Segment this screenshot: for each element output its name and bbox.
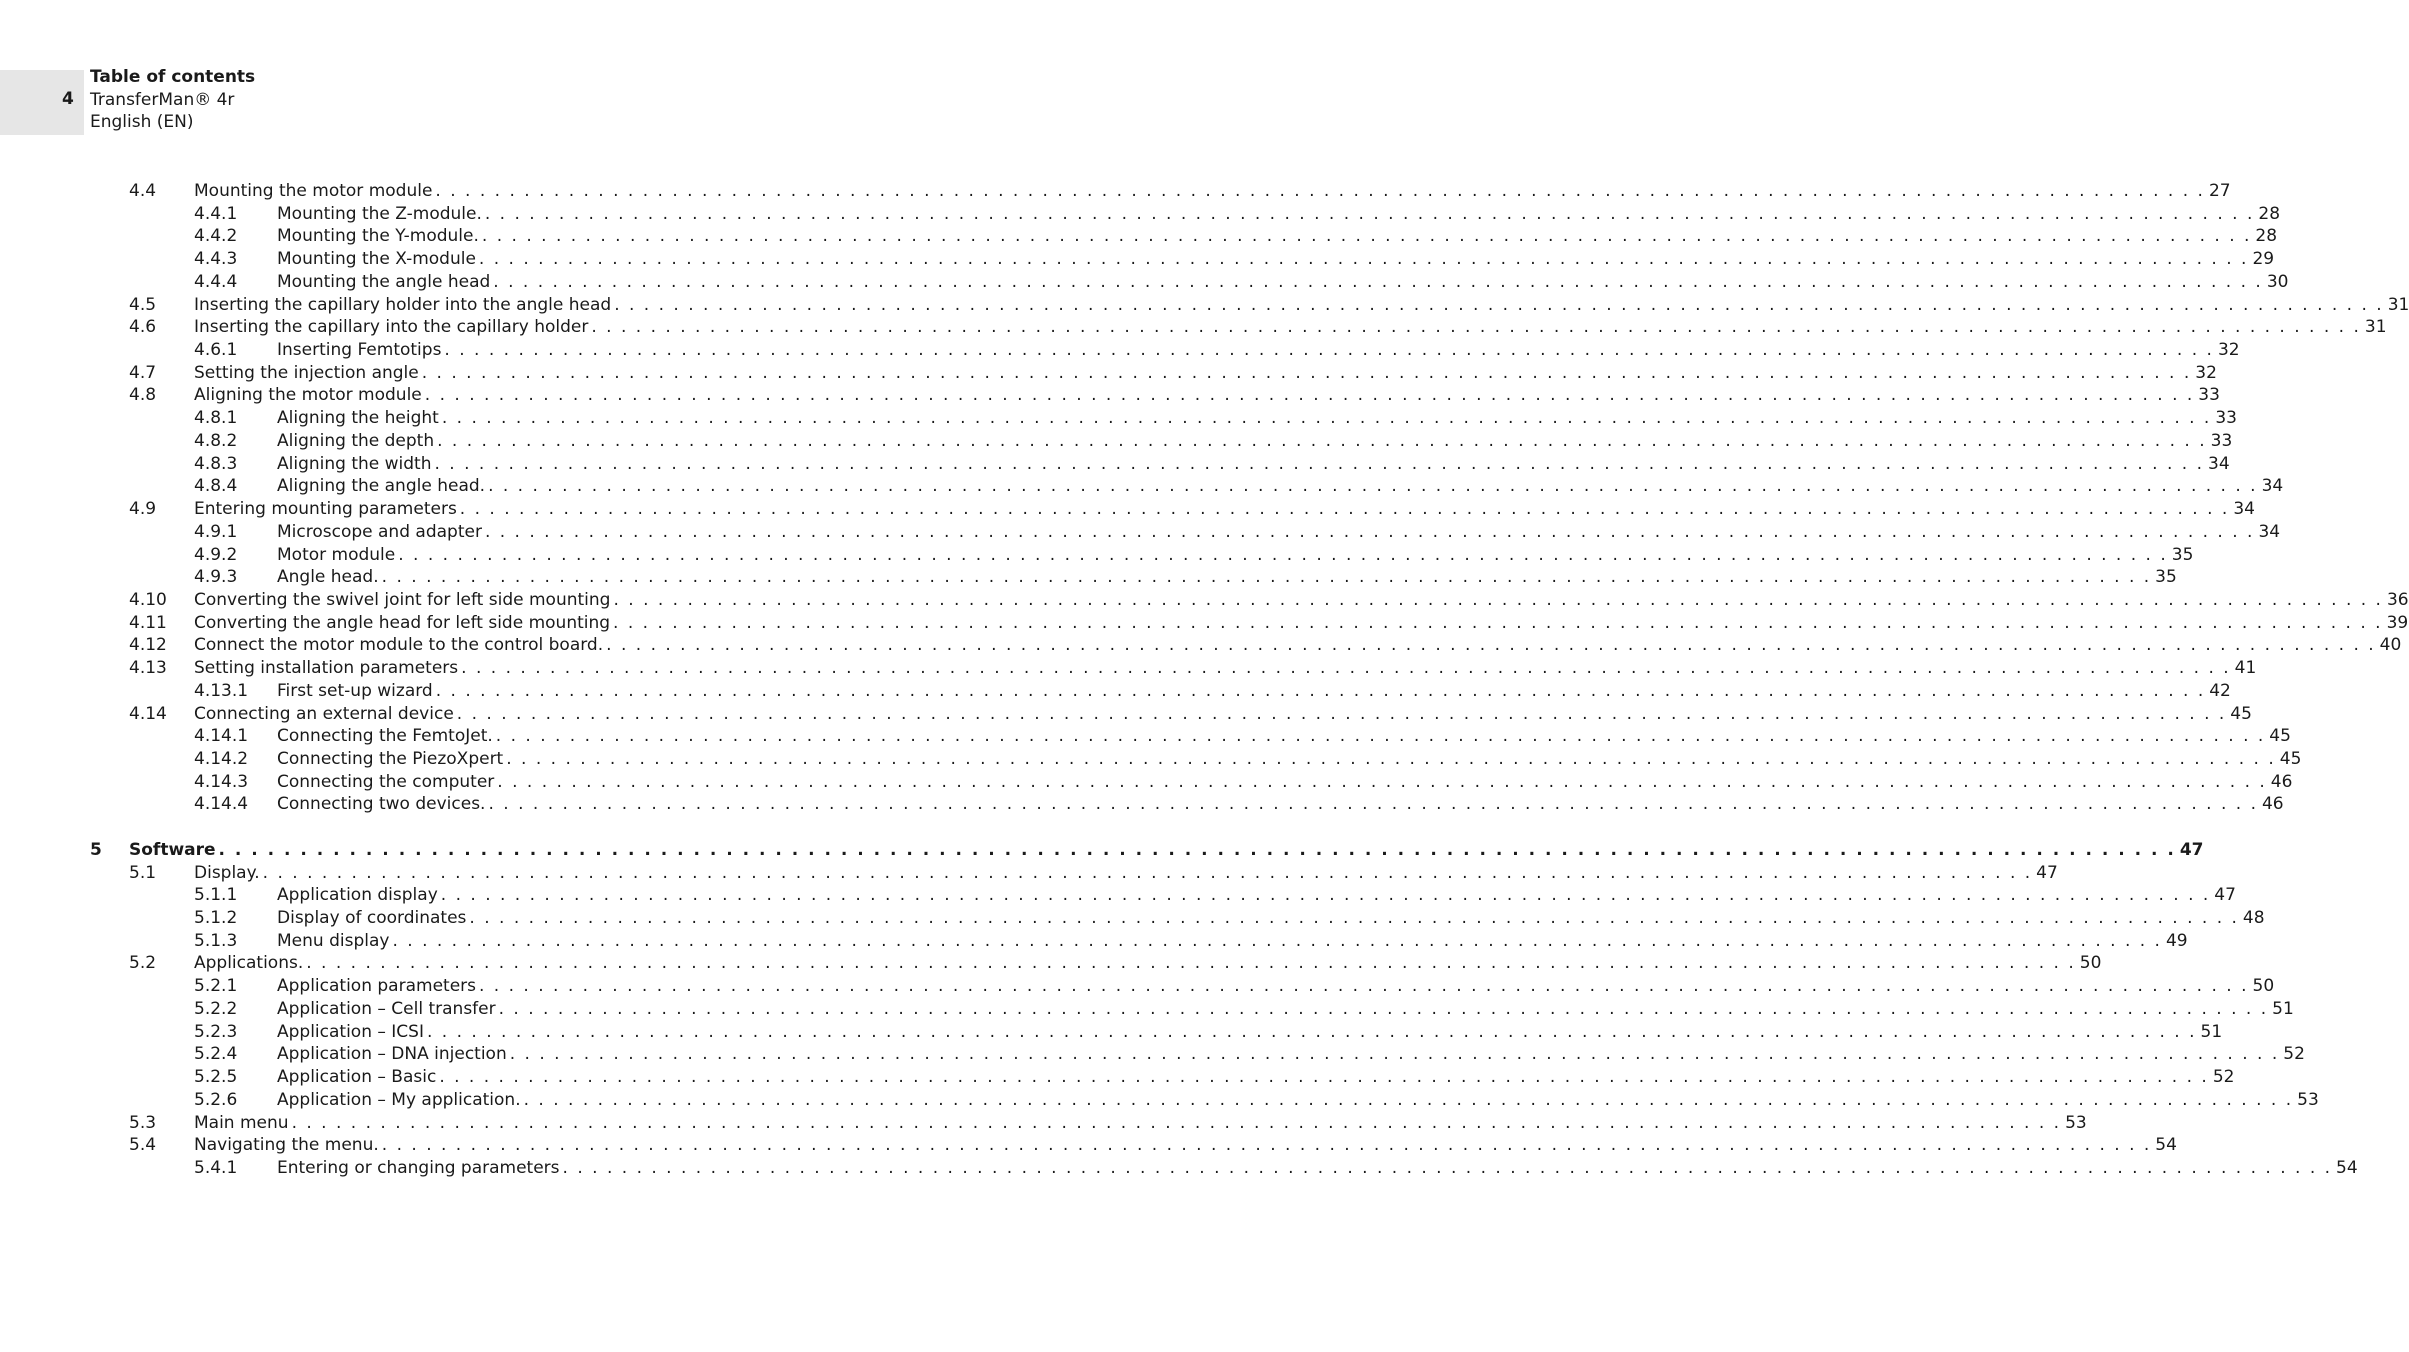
dot-leader: . . . . . . . . . . . . . . . . . . . . . . . . . . . . . . . . . . . . . . . . . . . . . . . . . . . . . . . . . . . . . . . . . . . . . . . . . . . . . . . . . . . . . . . . . . . . . . . . . . . . . . . . . . . . . . . . . . . . . . . . [381,1135,2152,1156]
dot-leader: . . . . . . . . . . . . . . . . . . . . . . . . . . . . . . . . . . . . . . . . . . . . . . . . . . . . . . . . . . . . . . . . . . . . . . . . . . . . . . . . . . . . . . . . . . . . . . . . . . . . . . . . . . . . . . . . . . . . . . . . [591,317,2361,338]
toc-entry[interactable] [129,634,2402,657]
toc-entry[interactable] [129,589,2409,612]
toc-entry-number: 5.1 [129,862,157,883]
toc-entry-number: 5.2.3 [194,1021,238,1042]
toc-entry[interactable] [129,1112,2087,1135]
toc-entry-title: Aligning the width [277,453,432,474]
toc-entry-title: Connecting the computer [277,771,495,792]
dot-leader: . . . . . . . . . . . . . . . . . . . . . . . . . . . . . . . . . . . . . . . . . . . . . . . . . . . . . . . . . . . . . . . . . . . . . . . . . . . . . . . . . . . . . . . . . . . . . . . . . . . . . . . . . . . . . . . . . . . . . . . . [426,1021,2197,1042]
dot-leader: . . . . . . . . . . . . . . . . . . . . . . . . . . . . . . . . . . . . . . . . . . . . . . . . . . . . . . . . . . . . . . . . . . . . . . . . . . . . . . . . . . . . . . . . . . . . . . . . . . . . . . . . . . . . . . . . . . . . . . . . [459,499,2230,520]
dot-leader: . . . . . . . . . . . . . . . . . . . . . . . . . . . . . . . . . . . . . . . . . . . . . . . . . . . . . . . . . . . . . . . . . . . . . . . . . . . . . . . . . . . . . . . . . . . . . . . . . . . . . . . . . . . . . . . . . . . . . . . . [488,476,2258,497]
header-product: TransferMan® 4r [90,89,235,110]
toc-entry[interactable] [194,339,2240,362]
toc-entry-page: 50 [2252,976,2275,997]
toc-entry[interactable] [194,975,2275,998]
toc-entry-page: 47 [2036,862,2058,883]
toc-entry-number: 4.14 [129,703,167,724]
toc-entry-number: 5.2.5 [194,1067,238,1088]
dot-leader: . . . . . . . . . . . . . . . . . . . . . . . . . . . . . . . . . . . . . . . . . . . . . . . . . . . . . . . . . . . . . . . . . . . . . . . . . . . . . . . . . . . . . . . . . . . . . . . . . . . . . . . . . . . . . . . . . . . . . . . . [478,249,2249,270]
header-title: Table of contents [90,67,256,87]
toc-entry-number: 4.5 [129,294,157,315]
toc-entry-number: 4.13 [129,658,167,679]
toc-entry-number: 4.11 [129,612,167,633]
toc-entry-number: 5.2.4 [194,1044,238,1065]
toc-entry[interactable] [129,862,2058,885]
dot-leader: . . . . . . . . . . . . . . . . . . . . . . . . . . . . . . . . . . . . . . . . . . . . . . . . . . . . . . . . . . . . . . . . . . . . . . . . . . . . . . . . . . . . . . . . . . . . . . . . . . . . . . . . . . . . . . . . . . . . . . . . [306,953,2076,974]
toc-entry-number: 4.14.4 [194,794,249,815]
toc-entry-page: 48 [2242,908,2265,929]
toc-entry-title: Converting the swivel joint for left side mounting [194,589,611,610]
toc-entry-number: 4.9.2 [194,544,238,565]
toc-entry-number: 4.14.2 [194,749,249,769]
dot-leader: . . . . . . . . . . . . . . . . . . . . . . . . . . . . . . . . . . . . . . . . . . . . . . . . . . . . . . . . . . . . . . . . . . . . . . . . . . . . . . . . . . . . . . . . . . . . . . . . . . . . . . . . . . . . . . . . . . . . . . . . [506,749,2276,769]
toc-entry[interactable] [194,430,2233,453]
dot-leader: . . . . . . . . . . . . . . . . . . . . . . . . . . . . . . . . . . . . . . . . . . . . . . . . . . . . . . . . . . . . . . . . . . . . . . . . . . . . . . . . . . . . . . . . . . . . . . . . . . . . . . . . . . . . . . . . . . . . . . . . [614,294,2384,315]
toc-entry-number: 4.9 [129,499,157,520]
dot-leader: . . . . . . . . . . . . . . . . . . . . . . . . . . . . . . . . . . . . . . . . . . . . . . . . . . . . . . . . . . . . . . . . . . . . . . . . . . . . . . . . . . . . . . . . . . . . . . . . . . . . . . . . . . . . . . . . . . . . . . . . [435,680,2206,701]
toc-entry-page: 39 [2386,612,2409,633]
toc-entry-page: 33 [2210,430,2233,451]
toc-entry[interactable] [129,180,2231,203]
dot-leader: . . . . . . . . . . . . . . . . . . . . . . . . . . . . . . . . . . . . . . . . . . . . . . . . . . . . . . . . . . . . . . . . . . . . . . . . . . . . . . . . . . . . . . . . . . . . . . . . . . . . . . . . . . . . . . . . . . . . . . . . [495,726,2266,747]
toc-entry-number: 5.1.1 [194,885,238,906]
toc-entry-title: Entering or changing parameters [277,1157,560,1178]
dot-leader: . . . . . . . . . . . . . . . . . . . . . . . . . . . . . . . . . . . . . . . . . . . . . . . . . . . . . . . . . . . . . . . . . . . . . . . . . . . . . . . . . . . . . . . . . . . . . . . . . . . . . . . . . . . . . . . . . . . . . . . . [424,385,2195,406]
dot-leader: . . . . . . . . . . . . . . . . . . . . . . . . . . . . . . . . . . . . . . . . . . . . . . . . . . . . . . . . . . . . . . . . . . . . . . . . . . . . . . . . . . . . . . . . . . . . . . . . . . . . . . . . . . . . . . . . . . . . . . . . [291,1112,2062,1133]
toc-entry[interactable] [129,384,2220,407]
toc-entry[interactable] [194,1157,2358,1180]
toc-entry-title: Connect the motor module to the control board. [194,635,604,656]
dot-leader: . . . . . . . . . . . . . . . . . . . . . . . . . . . . . . . . . . . . . . . . . . . . . . . . . . . . . . . . . . . . . . . . . . . . . . . . . . . . . . . . . . . . . . . . . . . . . . . . . . . . . . . . . . . . . . . . . . . . . . . . [484,203,2255,224]
toc-entry-number: 4.7 [129,362,157,383]
toc-entry-title: Applications. [194,953,304,974]
dot-leader: . . . . . . . . . . . . . . . . . . . . . . . . . . . . . . . . . . . . . . . . . . . . . . . . . . . . . . . . . . . . . . . . . . . . . . . . . . . . . . . . . . . . . . . . . . . . . . . . . . . . . . . . . . . . . . . . . . . . . . . . [444,340,2214,361]
dot-leader: . . . . . . . . . . . . . . . . . . . . . . . . . . . . . . . . . . . . . . . . . . . . . . . . . . . . . . . . . . . . . . . . . . . . . . . . . . . . . . . . . . . . . . . . . . . . . . . . . . . . . . . . . . . . . . . . . . . . . . . . [497,771,2267,792]
toc-entry-page: 33 [2198,385,2220,406]
toc-entry-page: 47 [2214,885,2236,906]
toc-entry-title: Mounting the Z-module. [277,203,482,224]
toc-entry-title: First set-up wizard [277,680,433,701]
toc-entry-page: 50 [2079,953,2102,974]
toc-entry[interactable] [194,1066,2235,1089]
toc-entry-number: 4.4 [129,181,157,201]
dot-leader: . . . . . . . . . . . . . . . . . . . . . . . . . . . . . . . . . . . . . . . . . . . . . . . . . . . . . . . . . . . . . . . . . . . . . . . . . . . . . . . . . . . . . . . . . . . . . . . . . . . . . . . . . . . . . . . . . . . . . . . . [440,885,2211,906]
toc-entry-number: 4.10 [129,589,167,610]
toc-entry-number: 4.8.2 [194,430,238,451]
toc-entry-page: 28 [2258,203,2281,224]
toc-entry-title: Application – My application. [277,1089,521,1110]
toc-entry-page: 27 [2208,181,2231,201]
toc-entry-number: 5.4 [129,1135,157,1156]
toc-entry-page: 29 [2252,249,2275,270]
toc-entry-number: 4.4.1 [194,203,238,224]
toc-entry-page: 46 [2261,794,2284,815]
dot-leader: . . . . . . . . . . . . . . . . . . . . . . . . . . . . . . . . . . . . . . . . . . . . . . . . . . . . . . . . . . . . . . . . . . . . . . . . . . . . . . . . . . . . . . . . . . . . . . . . . . . . . . . . . . . . . . . . . . . . . . . . [488,794,2258,815]
toc-entry-title: Connecting an external device [194,703,454,724]
toc-entry-page: 33 [2215,408,2237,429]
dot-leader: . . . . . . . . . . . . . . . . . . . . . . . . . . . . . . . . . . . . . . . . . . . . . . . . . . . . . . . . . . . . . . . . . . . . . . . . . . . . . . . . . . . . . . . . . . . . . . . . . . . . . . . . . . . . . . . . . . . . . . . . [435,181,2205,201]
toc-entry-number: 4.14.3 [194,771,249,792]
toc-entry[interactable] [194,930,2188,953]
toc-entry-page: 31 [2364,317,2387,338]
toc-entry-page: 45 [2230,703,2252,724]
dot-leader: . . . . . . . . . . . . . . . . . . . . . . . . . . . . . . . . . . . . . . . . . . . . . . . . . . . . . . . . . . . . . . . . . . . . . . . . . . . . . . . . . . . . . . . . . . . . . . . . . . . . . . . . . . . . . . . . . . . . . . . . [218,839,2176,860]
toc-entry-number: 5.3 [129,1112,157,1133]
dot-leader: . . . . . . . . . . . . . . . . . . . . . . . . . . . . . . . . . . . . . . . . . . . . . . . . . . . . . . . . . . . . . . . . . . . . . . . . . . . . . . . . . . . . . . . . . . . . . . . . . . . . . . . . . . . . . . . . . . . . . . . . [461,658,2231,679]
toc-entry-number: 5.1.2 [194,908,238,929]
toc-entry-page: 30 [2266,271,2289,292]
toc-entry[interactable] [194,1021,2223,1044]
running-header [90,66,255,134]
toc-entry-title: Application – Cell transfer [277,998,496,1019]
toc-entry-page: 28 [2255,226,2278,247]
toc-entry-title: Software [129,839,216,860]
toc-entry[interactable] [194,1089,2319,1112]
toc-entry[interactable] [129,362,2217,385]
toc-entry-title: Angle head. [277,567,379,588]
dot-leader: . . . . . . . . . . . . . . . . . . . . . . . . . . . . . . . . . . . . . . . . . . . . . . . . . . . . . . . . . . . . . . . . . . . . . . . . . . . . . . . . . . . . . . . . . . . . . . . . . . . . . . . . . . . . . . . . . . . . . . . . [613,612,2383,633]
toc-entry-number: 4.8 [129,385,157,406]
toc-entry-page: 34 [2261,476,2284,497]
toc-entry-page: 52 [2283,1044,2305,1065]
toc-entry[interactable] [194,475,2284,498]
toc-entry[interactable] [129,952,2102,975]
toc-entry-page: 51 [2272,998,2294,1019]
dot-leader: . . . . . . . . . . . . . . . . . . . . . . . . . . . . . . . . . . . . . . . . . . . . . . . . . . . . . . . . . . . . . . . . . . . . . . . . . . . . . . . . . . . . . . . . . . . . . . . . . . . . . . . . . . . . . . . . . . . . . . . . [493,271,2263,292]
toc-entry-page: 41 [2234,658,2257,679]
toc-entry-title: Setting installation parameters [194,658,459,679]
toc-entry[interactable] [194,566,2177,589]
dot-leader: . . . . . . . . . . . . . . . . . . . . . . . . . . . . . . . . . . . . . . . . . . . . . . . . . . . . . . . . . . . . . . . . . . . . . . . . . . . . . . . . . . . . . . . . . . . . . . . . . . . . . . . . . . . . . . . . . . . . . . . . [441,408,2212,429]
toc-entry-page: 46 [2270,771,2293,792]
toc-entry-page: 49 [2165,930,2188,951]
toc-entry-title: Aligning the motor module [194,385,422,406]
header-language: English (EN) [90,112,194,132]
toc-entry-number: 5.2.1 [194,976,238,997]
toc-entry-title: Inserting the capillary into the capillary holder [194,317,589,338]
toc-entry[interactable] [129,1134,2177,1157]
toc-entry-page: 32 [2217,340,2240,361]
dot-leader: . . . . . . . . . . . . . . . . . . . . . . . . . . . . . . . . . . . . . . . . . . . . . . . . . . . . . . . . . . . . . . . . . . . . . . . . . . . . . . . . . . . . . . . . . . . . . . . . . . . . . . . . . . . . . . . . . . . . . . . . [509,1044,2280,1065]
dot-leader: . . . . . . . . . . . . . . . . . . . . . . . . . . . . . . . . . . . . . . . . . . . . . . . . . . . . . . . . . . . . . . . . . . . . . . . . . . . . . . . . . . . . . . . . . . . . . . . . . . . . . . . . . . . . . . . . . . . . . . . . [606,635,2376,656]
toc-entry-title: Inserting the capillary holder into the angle head [194,294,612,315]
toc-entry-title: Aligning the angle head. [277,476,486,497]
toc-entry-number: 4.12 [129,635,167,656]
toc-entry[interactable] [194,407,2237,430]
toc-entry-page: 36 [2386,589,2409,610]
toc-entry-title: Application display [277,885,438,906]
toc-entry-page: 54 [2336,1157,2358,1178]
toc-entry-title: Mounting the motor module [194,181,433,201]
toc-entry[interactable] [194,544,2194,567]
toc-entry[interactable] [194,248,2275,271]
toc-entry-number: 4.4.2 [194,226,238,247]
toc-entry-number: 5 [90,839,102,860]
toc-entry-title: Mounting the angle head [277,271,491,292]
toc-entry[interactable] [194,907,2265,930]
toc-entry-title: Application – Basic [277,1067,437,1088]
toc-entry-title: Motor module [277,544,396,565]
toc-entry[interactable] [194,1043,2305,1066]
toc-entry[interactable] [129,657,2257,680]
dot-leader: . . . . . . . . . . . . . . . . . . . . . . . . . . . . . . . . . . . . . . . . . . . . . . . . . . . . . . . . . . . . . . . . . . . . . . . . . . . . . . . . . . . . . . . . . . . . . . . . . . . . . . . . . . . . . . . . . . . . . . . . [381,567,2152,588]
toc-entry-page: 35 [2155,567,2177,588]
toc-entry-title: Aligning the depth [277,430,435,451]
toc-entry-number: 4.4.4 [194,271,238,292]
toc-entry-page: 35 [2171,544,2194,565]
toc-entry-title: Menu display [277,930,390,951]
dot-leader: . . . . . . . . . . . . . . . . . . . . . . . . . . . . . . . . . . . . . . . . . . . . . . . . . . . . . . . . . . . . . . . . . . . . . . . . . . . . . . . . . . . . . . . . . . . . . . . . . . . . . . . . . . . . . . . . . . . . . . . . [613,589,2383,610]
toc-entry-title: Application – DNA injection [277,1044,507,1065]
toc-entry[interactable] [194,725,2291,748]
toc-entry-page: 40 [2379,635,2402,656]
toc-entry-number: 4.9.3 [194,567,238,588]
toc-entry[interactable] [129,703,2252,726]
toc-entry[interactable] [194,271,2289,294]
toc-entry[interactable] [129,316,2387,339]
toc-entry-title: Display. [194,862,260,883]
toc-entry-page: 45 [2269,726,2291,747]
toc-entry-title: Microscope and adapter [277,521,482,542]
toc-entry-title: Aligning the height [277,408,439,429]
toc-entry-title: Connecting the FemtoJet. [277,726,493,747]
toc-entry[interactable] [194,453,2230,476]
toc-entry-page: 34 [2258,521,2281,542]
toc-entry-number: 4.8.4 [194,476,238,497]
toc-entry-title: Main menu [194,1112,289,1133]
toc-entry-title: Navigating the menu. [194,1135,379,1156]
toc-entry[interactable] [194,771,2293,794]
dot-leader: . . . . . . . . . . . . . . . . . . . . . . . . . . . . . . . . . . . . . . . . . . . . . . . . . . . . . . . . . . . . . . . . . . . . . . . . . . . . . . . . . . . . . . . . . . . . . . . . . . . . . . . . . . . . . . . . . . . . . . . . [456,703,2227,724]
toc-entry[interactable] [194,203,2281,226]
toc-entry-title: Application – ICSI [277,1021,424,1042]
toc-entry-number: 4.9.1 [194,521,238,542]
toc-entry-page: 34 [2208,453,2230,474]
toc-entry-number: 5.2.2 [194,998,238,1019]
toc-entry-page: 42 [2209,680,2231,701]
toc-entry-number: 5.2 [129,953,157,974]
toc-entry-title: Mounting the X-module [277,249,476,270]
toc-entry-page: 54 [2155,1135,2177,1156]
dot-leader: . . . . . . . . . . . . . . . . . . . . . . . . . . . . . . . . . . . . . . . . . . . . . . . . . . . . . . . . . . . . . . . . . . . . . . . . . . . . . . . . . . . . . . . . . . . . . . . . . . . . . . . . . . . . . . . . . . . . . . . . [523,1089,2294,1110]
toc-entry-number: 5.2.6 [194,1089,238,1110]
toc-entry-title: Application parameters [277,976,476,997]
toc-entry-title: Display of coordinates [277,908,467,929]
toc-entry[interactable] [194,748,2302,771]
dot-leader: . . . . . . . . . . . . . . . . . . . . . . . . . . . . . . . . . . . . . . . . . . . . . . . . . . . . . . . . . . . . . . . . . . . . . . . . . . . . . . . . . . . . . . . . . . . . . . . . . . . . . . . . . . . . . . . . . . . . . . . . [562,1157,2333,1178]
toc-entry-page: 47 [2179,839,2204,860]
toc-entry-page: 52 [2212,1067,2235,1088]
toc-entry-number: 4.13.1 [194,680,249,701]
toc-entry-page: 34 [2233,499,2255,520]
toc-entry-page: 32 [2195,362,2217,383]
dot-leader: . . . . . . . . . . . . . . . . . . . . . . . . . . . . . . . . . . . . . . . . . . . . . . . . . . . . . . . . . . . . . . . . . . . . . . . . . . . . . . . . . . . . . . . . . . . . . . . . . . . . . . . . . . . . . . . . . . . . . . . . [262,862,2033,883]
toc-entry-title: Setting the injection angle [194,362,419,383]
toc-entry[interactable] [90,839,2204,862]
toc-entry[interactable] [129,612,2409,635]
dot-leader: . . . . . . . . . . . . . . . . . . . . . . . . . . . . . . . . . . . . . . . . . . . . . . . . . . . . . . . . . . . . . . . . . . . . . . . . . . . . . . . . . . . . . . . . . . . . . . . . . . . . . . . . . . . . . . . . . . . . . . . . [498,998,2269,1019]
toc-entry-number: 5.4.1 [194,1157,238,1178]
toc-entry-title: Mounting the Y-module. [277,226,479,247]
dot-leader: . . . . . . . . . . . . . . . . . . . . . . . . . . . . . . . . . . . . . . . . . . . . . . . . . . . . . . . . . . . . . . . . . . . . . . . . . . . . . . . . . . . . . . . . . . . . . . . . . . . . . . . . . . . . . . . . . . . . . . . . [434,453,2205,474]
toc-entry-page: 53 [2297,1089,2319,1110]
toc-entry[interactable] [194,680,2231,703]
toc-entry[interactable] [194,225,2278,248]
toc-entry-number: 4.4.3 [194,249,238,270]
dot-leader: . . . . . . . . . . . . . . . . . . . . . . . . . . . . . . . . . . . . . . . . . . . . . . . . . . . . . . . . . . . . . . . . . . . . . . . . . . . . . . . . . . . . . . . . . . . . . . . . . . . . . . . . . . . . . . . . . . . . . . . . [398,544,2168,565]
toc-entry[interactable] [194,793,2284,816]
dot-leader: . . . . . . . . . . . . . . . . . . . . . . . . . . . . . . . . . . . . . . . . . . . . . . . . . . . . . . . . . . . . . . . . . . . . . . . . . . . . . . . . . . . . . . . . . . . . . . . . . . . . . . . . . . . . . . . . . . . . . . . . [479,976,2249,997]
dot-leader: . . . . . . . . . . . . . . . . . . . . . . . . . . . . . . . . . . . . . . . . . . . . . . . . . . . . . . . . . . . . . . . . . . . . . . . . . . . . . . . . . . . . . . . . . . . . . . . . . . . . . . . . . . . . . . . . . . . . . . . . [484,521,2255,542]
toc-entry-number: 4.8.1 [194,408,238,429]
dot-leader: . . . . . . . . . . . . . . . . . . . . . . . . . . . . . . . . . . . . . . . . . . . . . . . . . . . . . . . . . . . . . . . . . . . . . . . . . . . . . . . . . . . . . . . . . . . . . . . . . . . . . . . . . . . . . . . . . . . . . . . . [481,226,2252,247]
dot-leader: . . . . . . . . . . . . . . . . . . . . . . . . . . . . . . . . . . . . . . . . . . . . . . . . . . . . . . . . . . . . . . . . . . . . . . . . . . . . . . . . . . . . . . . . . . . . . . . . . . . . . . . . . . . . . . . . . . . . . . . . [392,930,2162,951]
toc-entry-title: Inserting Femtotips [277,340,442,361]
toc-entry-page: 31 [2387,294,2409,315]
dot-leader: . . . . . . . . . . . . . . . . . . . . . . . . . . . . . . . . . . . . . . . . . . . . . . . . . . . . . . . . . . . . . . . . . . . . . . . . . . . . . . . . . . . . . . . . . . . . . . . . . . . . . . . . . . . . . . . . . . . . . . . . [437,430,2207,451]
toc-entry[interactable] [194,998,2294,1021]
toc-entry-page: 51 [2200,1021,2223,1042]
toc-entry[interactable] [194,884,2236,907]
page-number: 4 [62,89,74,109]
toc-entry-title: Converting the angle head for left side mounting [194,612,611,633]
toc-entry[interactable] [194,521,2281,544]
dot-leader: . . . . . . . . . . . . . . . . . . . . . . . . . . . . . . . . . . . . . . . . . . . . . . . . . . . . . . . . . . . . . . . . . . . . . . . . . . . . . . . . . . . . . . . . . . . . . . . . . . . . . . . . . . . . . . . . . . . . . . . . [439,1067,2209,1088]
dot-leader: . . . . . . . . . . . . . . . . . . . . . . . . . . . . . . . . . . . . . . . . . . . . . . . . . . . . . . . . . . . . . . . . . . . . . . . . . . . . . . . . . . . . . . . . . . . . . . . . . . . . . . . . . . . . . . . . . . . . . . . . [421,362,2192,383]
toc-entry[interactable] [129,294,2409,317]
toc-entry-title: Connecting two devices. [277,794,486,815]
toc-entry-number: 4.6 [129,317,157,338]
toc-entry-page: 45 [2279,749,2302,769]
toc-entry-number: 4.8.3 [194,453,238,474]
dot-leader: . . . . . . . . . . . . . . . . . . . . . . . . . . . . . . . . . . . . . . . . . . . . . . . . . . . . . . . . . . . . . . . . . . . . . . . . . . . . . . . . . . . . . . . . . . . . . . . . . . . . . . . . . . . . . . . . . . . . . . . . [469,908,2239,929]
toc-entry-number: 4.6.1 [194,340,238,361]
toc-entry-number: 5.1.3 [194,930,238,951]
toc-entry[interactable] [129,498,2255,521]
toc-entry-number: 4.14.1 [194,726,249,747]
toc-entry-title: Entering mounting parameters [194,499,457,520]
toc-entry-title: Connecting the PiezoXpert [277,749,504,769]
toc-entry-page: 53 [2065,1112,2087,1133]
